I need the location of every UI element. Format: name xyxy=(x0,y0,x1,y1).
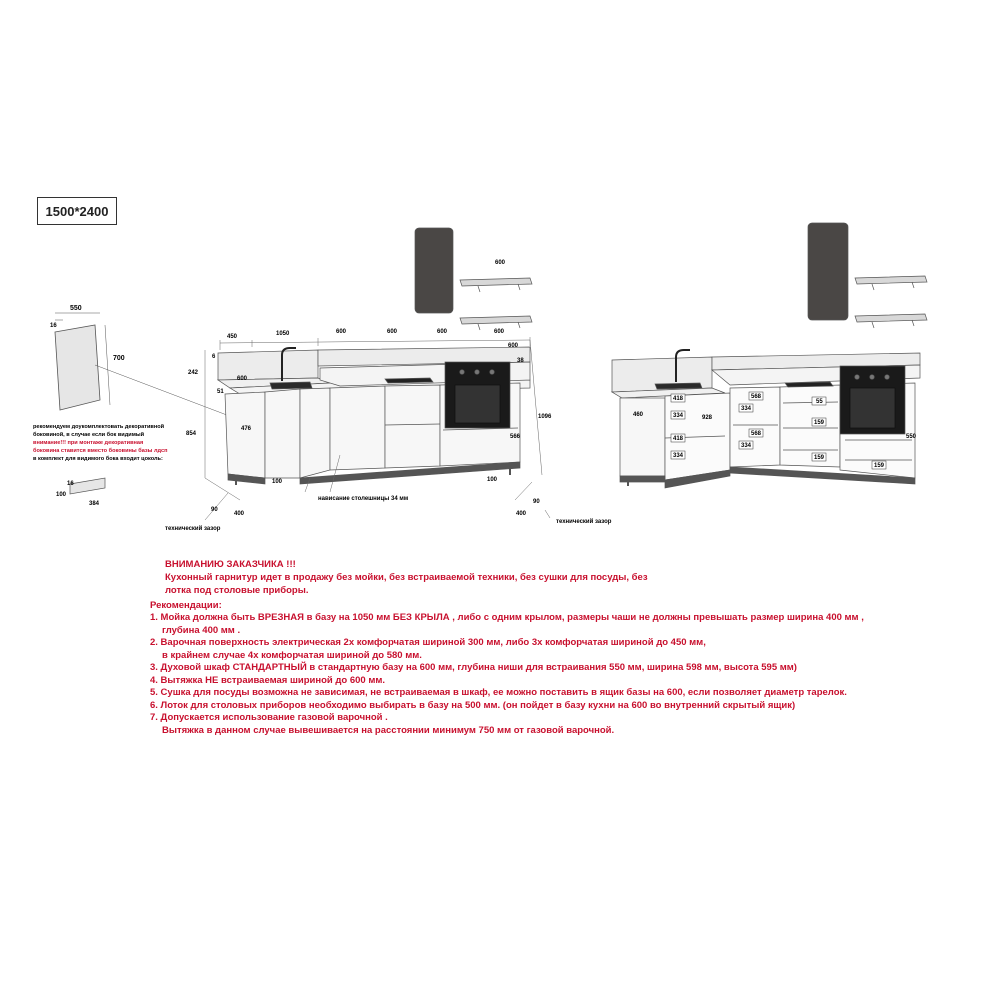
dim-334-d: 334 xyxy=(741,443,752,449)
plinth-piece xyxy=(70,478,105,494)
dim-55: 55 xyxy=(816,399,823,405)
decor-side-panel xyxy=(55,313,240,420)
dim-568-b: 568 xyxy=(751,431,762,437)
rec-item: 1. Мойка должна быть ВРЕЗНАЯ в базу на 1050 мм БЕЗ КРЫЛА , либо с одним крылом, размеры чаши не должны превышать размер ширина 400 мм , xyxy=(150,612,864,623)
dim-1096: 1096 xyxy=(538,414,552,420)
notice-title: ВНИМАНИЮ ЗАКАЗЧИКА !!! xyxy=(165,559,296,570)
notice-intro-2: лотка под столовые приборы. xyxy=(165,585,309,596)
plinth-height: 100 xyxy=(56,492,67,498)
dim-418-b: 418 xyxy=(673,436,684,442)
plinth-thickness: 16 xyxy=(67,481,74,487)
gap-right-note: технический зазор xyxy=(556,519,612,525)
rec-item: 5. Сушка для посуды возможна не зависимая, не встраиваемая в шкаф, ее можно поставить в ящик базы на 600, если позволяет диаметр тарелок. xyxy=(150,687,847,698)
dim-600-c: 600 xyxy=(437,329,448,335)
dim-38: 38 xyxy=(517,358,524,364)
dim-159-a: 159 xyxy=(814,420,825,426)
rec-item: 4. Вытяжка НЕ встраиваемая шириной до 600 мм. xyxy=(150,674,386,686)
dim-600-e: 600 xyxy=(508,343,519,349)
panel-thickness: 16 xyxy=(50,323,57,329)
notice-intro-1: Кухонный гарнитур идет в продажу без мойки, без встраиваемой техники, без сушки для посуды, без xyxy=(165,572,648,583)
rec-item: 7. Допускается использование газовой варочной . xyxy=(150,712,388,723)
panel-note-3: в комплект для видимого бока входит цоколь: xyxy=(33,456,163,462)
rec-item: 2. Варочная поверхность электрическая 2х комфорчатая шириной 300 мм, либо 3х комфорчатая шириной до 450 мм, xyxy=(150,637,706,648)
rec-item: Вытяжка в данном случае вывешивается на расстоянии минимум 750 мм от газовой варочной. xyxy=(162,724,615,736)
dim-6: 6 xyxy=(212,354,216,360)
dim-600-a: 600 xyxy=(336,329,347,335)
inner-kitchen xyxy=(612,223,927,488)
plinth-width: 384 xyxy=(89,501,100,507)
dim-566: 566 xyxy=(510,434,521,440)
rec-item: 6. Лоток для столовых приборов необходимо выбирать в базу на 500 мм. (он пойдет в базу кухни на 600 во внутренний скрытый ящик) xyxy=(150,699,796,711)
dim-460: 460 xyxy=(633,412,644,418)
rec-item: 3. Духовой шкаф СТАНДАРТНЫЙ в стандартную базу на 600 мм, глубина ниши для встраивания 550 мм, ширина 598 мм, высота 595 мм) xyxy=(150,662,797,673)
dim-90-a: 90 xyxy=(211,507,218,513)
dim-568-a: 568 xyxy=(751,394,762,400)
dim-854: 854 xyxy=(186,431,197,437)
dim-550: 550 xyxy=(906,434,917,440)
dim-159-c: 159 xyxy=(874,463,885,469)
dim-600-shelf: 600 xyxy=(495,260,506,266)
recommendations-title: Рекомендации: xyxy=(150,600,222,611)
gap-left-note: технический зазор xyxy=(165,526,221,532)
rec-item: глубина 400 мм . xyxy=(162,624,241,636)
rec-item: в крайнем случае 4х комфорчатая шириной до 580 мм. xyxy=(162,649,422,661)
panel-note-1: рекомендуем доукомплектовать декоративной xyxy=(33,424,165,430)
dim-400-b: 400 xyxy=(516,511,527,517)
dim-159-b: 159 xyxy=(814,455,825,461)
dim-242: 242 xyxy=(188,370,199,376)
dim-418-a: 418 xyxy=(673,396,684,402)
front-kitchen xyxy=(218,228,532,485)
panel-warn-2: боковина ставится вместо боковины базы лдсп xyxy=(33,448,168,454)
panel-note-2: боковиной, в случае если бок видимый xyxy=(33,432,145,438)
dim-90-b: 90 xyxy=(533,499,540,505)
dim-400-a: 400 xyxy=(234,511,245,517)
dim-100-b: 100 xyxy=(487,477,498,483)
panel-width: 550 xyxy=(70,305,82,312)
dim-51: 51 xyxy=(217,389,224,395)
dim-450: 450 xyxy=(227,334,238,340)
dim-1050: 1050 xyxy=(276,331,290,337)
panel-height: 700 xyxy=(113,355,125,362)
dim-100-a: 100 xyxy=(272,479,283,485)
dim-334-b: 334 xyxy=(673,453,684,459)
size-label: 1500*2400 xyxy=(37,197,117,225)
dim-928: 928 xyxy=(702,415,713,421)
dim-334-c: 334 xyxy=(741,406,752,412)
dim-600-b: 600 xyxy=(387,329,398,335)
hood-right xyxy=(808,223,848,320)
dim-476: 476 xyxy=(241,426,252,432)
panel-warn-1: внимание!!! при монтаже декоративная xyxy=(33,440,144,446)
dim-334-a: 334 xyxy=(673,413,684,419)
customer-notice xyxy=(150,558,950,737)
dim-600-d: 600 xyxy=(494,329,505,335)
hood xyxy=(415,228,453,313)
overhang-note: нависание столешницы 34 мм xyxy=(318,496,409,502)
dim-600-sink: 600 xyxy=(237,376,248,382)
